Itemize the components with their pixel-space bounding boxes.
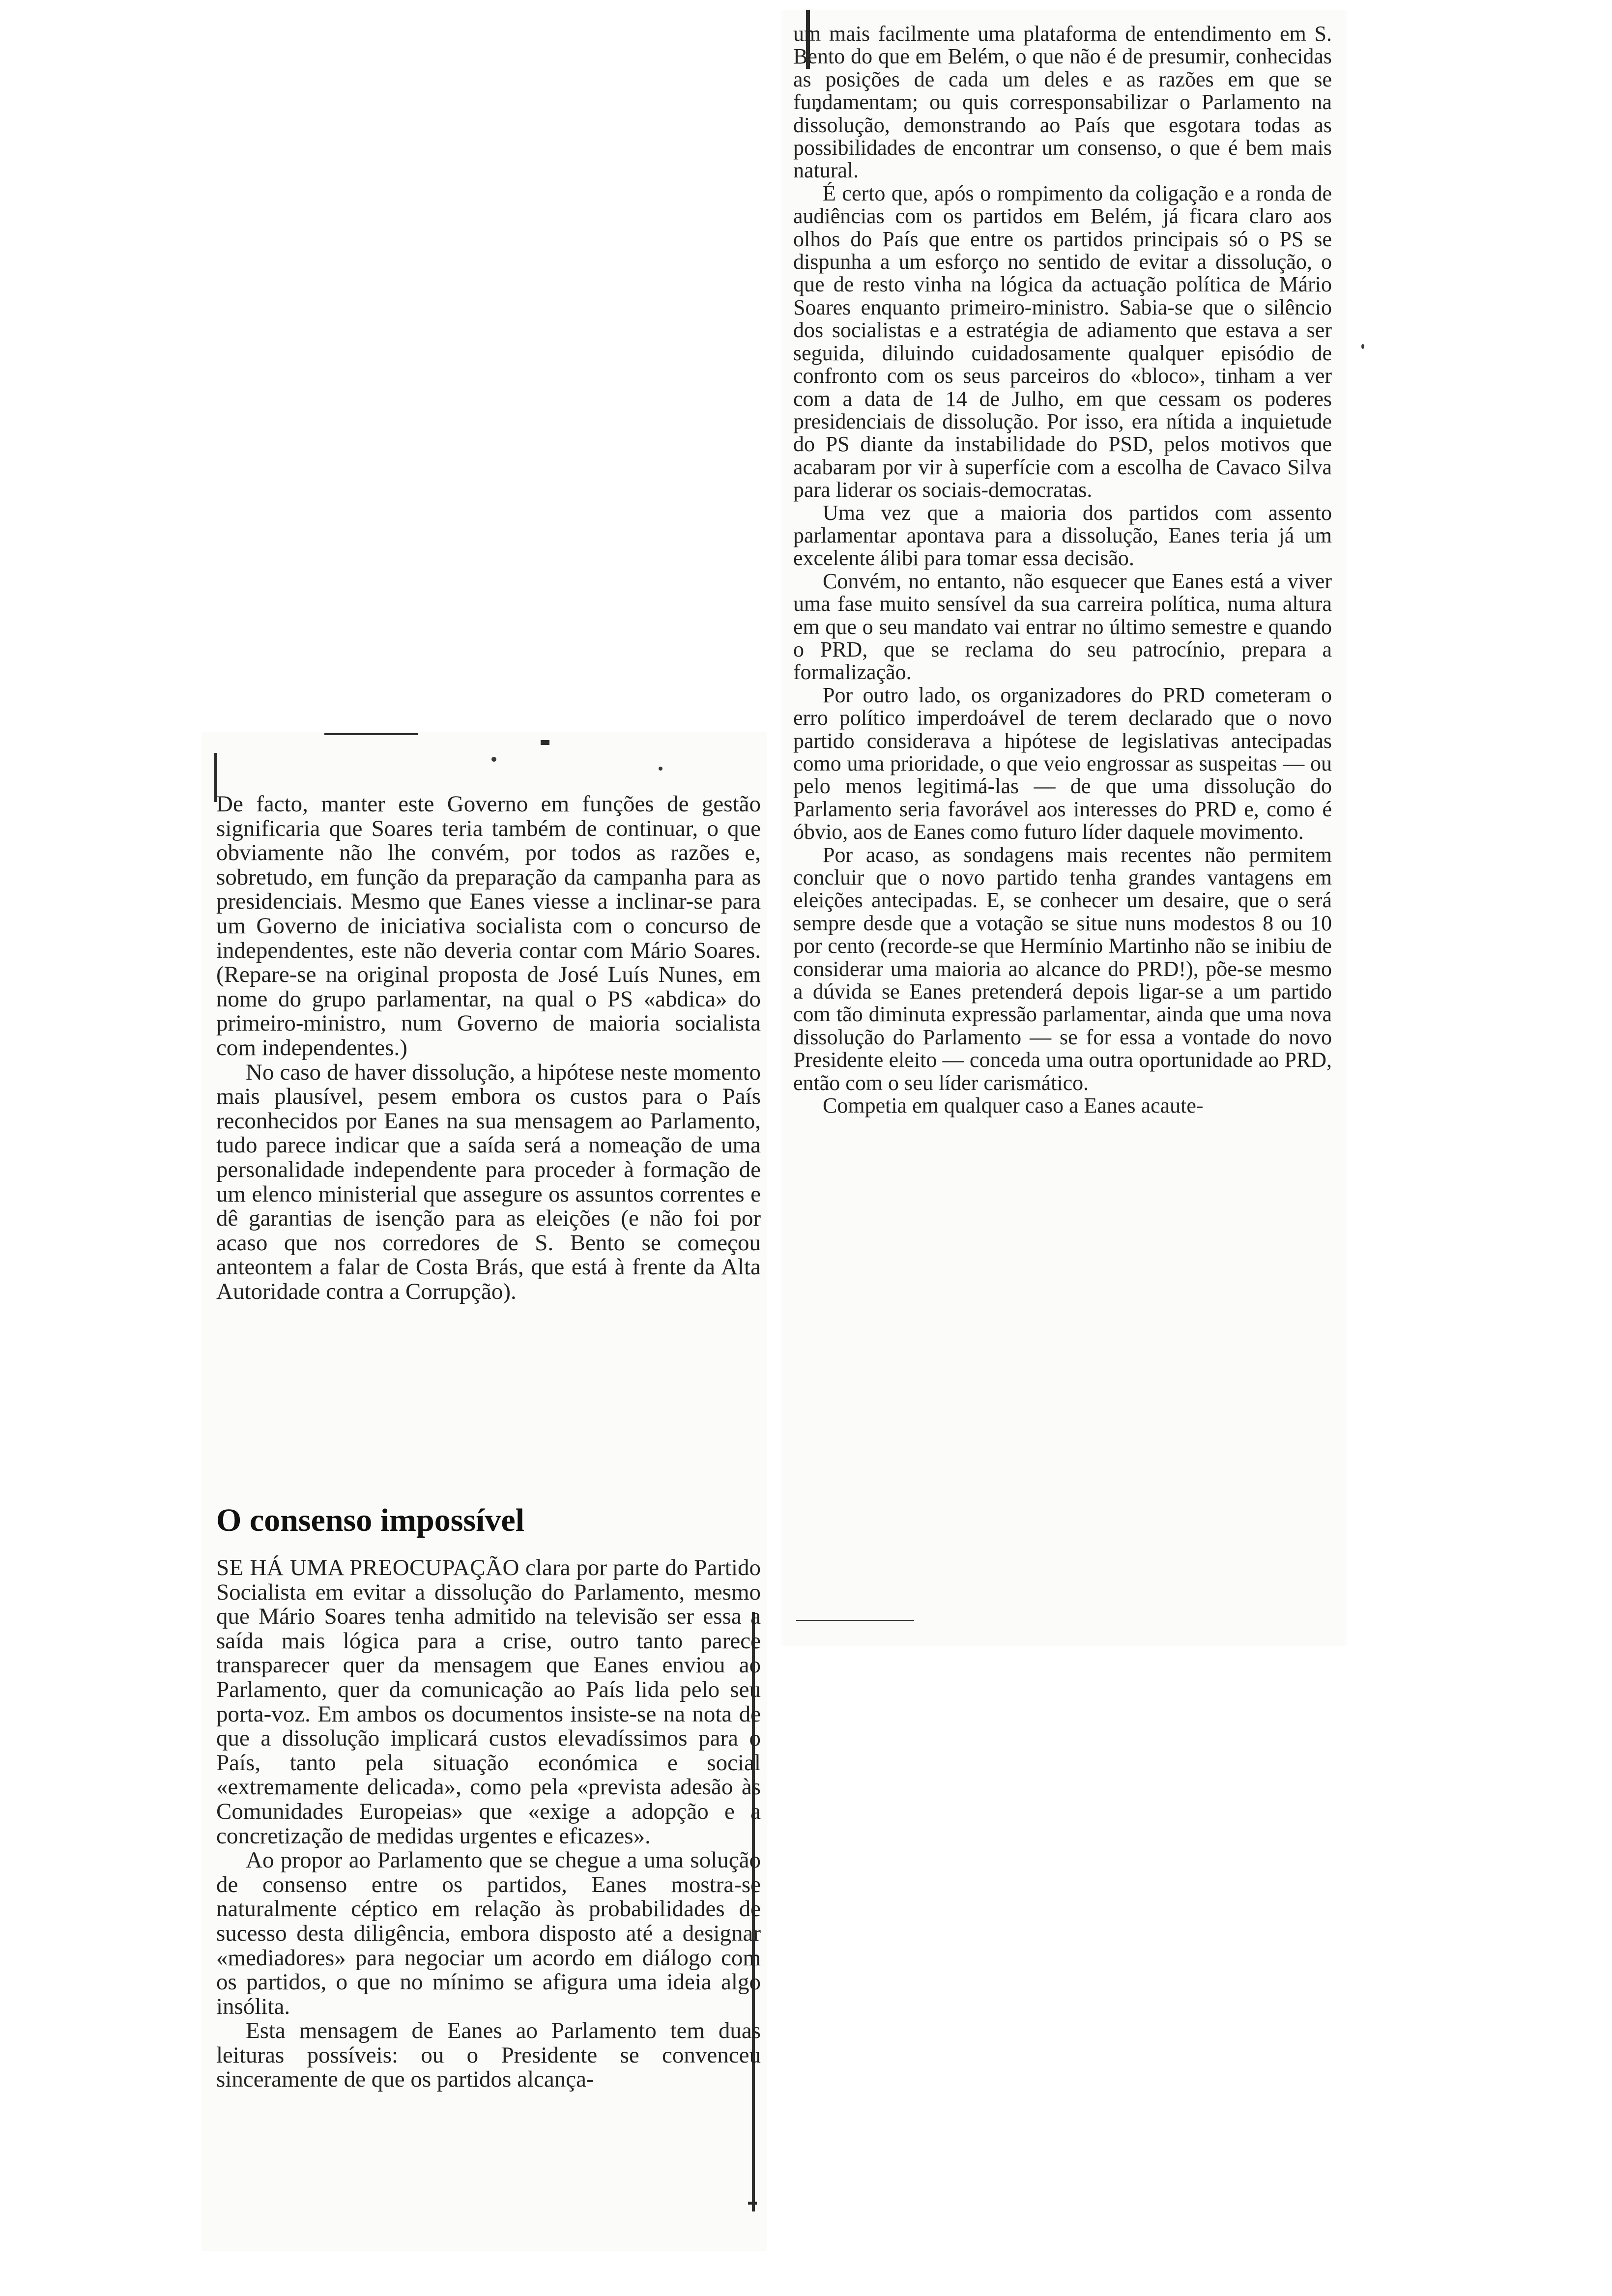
left-column-lower (216, 1556, 761, 2092)
paragraph: De facto, manter este Governo em funções de gestão significaria que Soares teria também de continuar, o que obviamente não lhe convém, por todos as razões e, sobretudo, em função da preparação da campanha para as presidenciais. Mesmo que Eanes viesse a inclinar-se para um Governo de iniciativa socialista com o concurso de independentes, este não deveria contar com Mário Soares. (Repare-se na original proposta de José Luís Nunes, em nome do grupo parlamentar, na qual o PS «abdica» do primeiro-ministro, num Governo de maioria socialista com independentes.) (216, 791, 761, 1061)
paragraph: Uma vez que a maioria dos partidos com assento parlamentar apontava para a dissolução, Eanes teria já um excelente álibi para tomar essa decisão. (793, 500, 1332, 571)
paragraph: É certo que, após o rompimento da coligação e a ronda de audiências com os partidos em Belém, já ficara claro aos olhos do País que entre os partidos principais só o PS se dispunha a um esforço no sentido de evitar a dissolução, o que de resto vinha na lógica da actuação política de Mário Soares enquanto primeiro-ministro. Sabia-se que o silêncio dos socialistas e a estratégia de adiamento que estava a ser seguida, diluindo cuidadosamente qualquer episódio de confronto com os seus parceiros do «bloco», tinham a ver com a data de 14 de Julho, em que cessam os poderes presidenciais de dissolução. Por isso, era nítida a inquietude do PS diante da instabilidade do PSD, pelos motivos que acabaram por vir à superfície com a escolha de Cavaco Silva para liderar os sociais-democratas. (793, 181, 1332, 502)
speck (1361, 344, 1364, 349)
speck (491, 757, 496, 762)
clip-bottom-rule (796, 1620, 914, 1621)
paragraph: Esta mensagem de Eanes ao Parlamento tem duas leituras possíveis: ou o Presidente se convenceu sinceramente de que os partidos alcança- (216, 2018, 761, 2093)
paragraph: Competia em qualquer caso a Eanes acaute- (823, 1093, 1204, 1118)
lead-paragraph-text: clara por parte do Partido Socialista em evitar a dissolução do Parlamento, mesmo que Mário Soares tenha admitido na televisão ser essa a saída mais lógica para a crise, outro tanto parece transparecer quer da mensagem que Eanes enviou ao Parlamento, quer da comunicação ao País lida pelo seu porta-voz. Em ambos os documentos insiste-se na nota de que a dissolução implicará custos elevadíssimos para o País, tanto pela situação económica e social «extremamente delicada», como pela «prevista adesão às Comunidades Europeias» que «exige a adopção e a concretização de medidas urgentes e eficazes». (216, 1555, 761, 1849)
paragraph: Convém, no entanto, não esquecer que Eanes está a viver uma fase muito sensível da sua carreira política, numa altura em que o seu mandato vai entrar no último semestre e quando o PRD, que se reclama do seu patrocínio, prepara a formalização. (793, 569, 1332, 685)
scan-mark (541, 740, 549, 745)
paragraph: Por acaso, as sondagens mais recentes não permitem concluir que o novo partido tenha grandes vantagens em eleições antecipadas. E, se conhecer um desaire, que o será sempre desde que a votação se situe nuns modestos 8 ou 10 por cento (recorde-se que Hermínio Martinho não se inibiu de considerar uma maioria ao alcance do PRD!), põe-se mesmo a dúvida se Eanes pretenderá depois ligar-se a um partido com tão diminuta expressão parlamentar, ainda que uma nova dissolução do Parlamento — se for essa a vontade do novo Presidente eleito — conceda uma outra oportunidade ao PRD, então com o seu líder carismático. (793, 842, 1332, 1095)
bottom-tick (748, 2202, 757, 2205)
right-column (793, 23, 1332, 1118)
lead-in-caps: SE HÁ UMA PREOCUPAÇÃO (216, 1555, 519, 1580)
paragraph: No caso de haver dissolução, a hipótese neste momento mais plausível, pesem embora os custos para o País reconhecidos por Eanes na sua mensagem ao Parlamento, tudo parece indicar que a saída será a nomeação de uma personalidade independente para proceder à formação de um elenco ministerial que assegure os assuntos correntes e dê garantias de isenção para as eleições (e não foi por acaso que nos corredores de S. Bento se começou anteontem a falar de Costa Brás, que está à frente da Alta Autoridade contra a Corrupção). (216, 1059, 761, 1304)
speck (659, 767, 662, 771)
left-column-upper (216, 792, 761, 1304)
paragraph: um mais facilmente uma plataforma de entendimento em S. Bento do que em Belém, o que não é de presumir, conhecidas as posições de cada um deles e as razões em que se fundamentam; ou quis corresponsabilizar o Parlamento na dissolução, demonstrando ao País que esgotara todas as possibilidades de encontrar um consenso, o que é bem mais natural. (793, 22, 1332, 183)
lead-paragraph (216, 1556, 761, 1848)
paragraph: Por outro lado, os organizadores do PRD cometeram o erro político imperdoável de terem declarado que o novo partido considerava a hipótese de legislativas antecipadas como uma prioridade, o que veio engrossar as suspeitas — ou pelo menos legitimá-las — de que uma dissolução do Parlamento seria favorável aos interesses do PRD e, como é óbvio, aos de Eanes como futuro líder daquele movimento. (793, 683, 1332, 844)
section-heading: O consenso impossível (216, 1502, 525, 1538)
top-rule (324, 733, 418, 735)
paragraph: Ao propor ao Parlamento que se chegue a uma solução de consenso entre os partidos, Eanes mostra-se naturalmente céptico em relação às probabilidades de sucesso desta diligência, embora disposto até a designar «mediadores» para negociar um acordo em diálogo com os partidos, o que no mínimo se afigura uma ideia algo insólita. (216, 1847, 761, 2019)
